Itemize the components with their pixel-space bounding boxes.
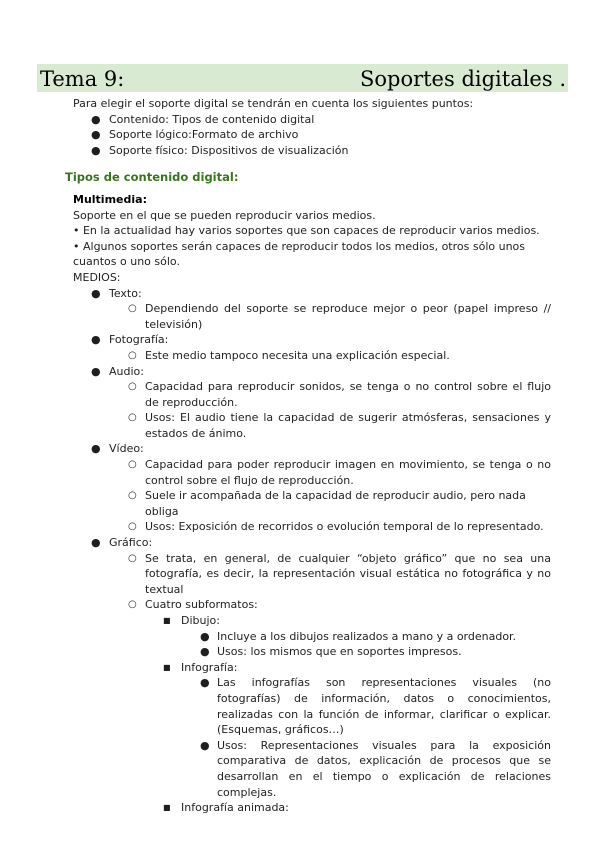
media-item-fotografia: ● Fotografía: [91,333,169,347]
circle-bullet-icon: ○ [128,599,137,611]
list-item: ● Soporte físico: Dispositivos de visualización [91,143,349,157]
square-bullet-icon: ■ [163,616,171,625]
list-item: ● Incluye a los dibujos realizados a mano y a ordenador. [200,629,517,643]
disc-bullet-icon: ● [91,364,101,378]
disc-bullet-icon: ● [91,442,101,456]
list-item: ○ Capacidad para reproducir sonidos, se tenga o no control sobre el flujo de reproducción. [128,380,551,409]
medios-label: MEDIOS: [73,270,121,284]
circle-bullet-icon: ○ [128,349,137,361]
circle-bullet-icon: ○ [128,521,137,533]
list-item: ○ Usos: Exposición de recorridos o evolución temporal de lo representado. [128,520,544,534]
circle-bullet-icon: ○ [128,303,137,315]
disc-bullet-icon: ● [91,128,101,142]
list-item: ○ Cuatro subformatos: [128,598,258,612]
list-item: ● Las infografías son representaciones visuales (no fotografías) de información, datos o conocimientos, realizadas con la función de informar, clarificar o explicar. (Esquemas, gráficos…) [200,676,551,737]
circle-bullet-icon: ○ [128,459,137,471]
disc-bullet-icon: ● [91,112,101,126]
circle-bullet-icon: ○ [128,490,137,502]
document-body [65,96,551,816]
media-item-texto: ● Texto: [91,286,142,300]
multimedia-heading: Multimedia: [73,192,147,206]
intro-text: Para elegir el soporte digital se tendrán en cuenta los siguientes puntos: [73,97,474,110]
points-list [73,112,551,159]
section-heading: Tipos de contenido digital: [65,170,239,185]
disc-bullet-icon: ● [200,645,210,659]
title-bar [37,64,568,92]
disc-bullet-icon: ● [200,738,210,752]
subformat-infografia-animada: ■ Infografía animada: [163,801,289,815]
media-item-grafico: ● Gráfico: [91,536,153,550]
disc-bullet-icon: ● [91,536,101,550]
disc-bullet-icon: ● [91,333,101,347]
disc-bullet-icon: ● [91,286,101,300]
media-list [73,286,551,816]
list-item: ● Usos: Representaciones visuales para la exposición comparativa de datos, explicación de procesos que se desarrollan en el tiempo o explicación de relaciones complejas. [200,738,551,799]
list-item: ○ Dependiendo del soporte se reproduce mejor o peor (papel impreso // televisión) [128,302,551,331]
square-bullet-icon: ■ [163,662,171,672]
disc-bullet-icon: ● [91,143,101,157]
circle-bullet-icon: ○ [128,552,137,564]
multimedia-note: • Algunos soportes serán capaces de reproducir todos los medios, otros sólo unos cuantos o uno sólo. [73,239,526,269]
media-item-audio: ● Audio: [91,364,144,378]
page-title-topic: Tema 9: [40,67,125,91]
list-item: ● Usos: los mismos que en soportes impresos. [200,645,462,659]
square-bullet-icon: ■ [163,803,171,813]
page-title-subject: Soportes digitales . [359,67,566,91]
list-item: ○ Usos: El audio tiene la capacidad de sugerir atmósferas, sensaciones y estados de ánimo. [128,411,551,440]
subformat-infografia: ■ Infografía: [163,660,238,674]
disc-bullet-icon: ● [200,676,210,690]
subformat-dibujo: ■ Dibujo: [163,614,220,627]
multimedia-definition: Soporte en el que se pueden reproducir varios medios. [73,208,376,222]
multimedia-note: • En la actualidad hay varios soportes que son capaces de reproducir varios medios. [73,224,540,238]
list-item: ○ Se trata, en general, de cualquier “objeto gráfico” que no sea una fotografía, es decir, la representación visual estática no fotográfica y no textual [128,551,551,596]
list-item: ● Soporte lógico:Formato de archivo [91,128,299,142]
list-item: ○ Este medio tampoco necesita una explicación especial. [128,348,450,362]
list-item: ○ Capacidad para poder reproducir imagen en movimiento, se tenga o no control sobre el flujo de reproducción. [128,458,551,487]
circle-bullet-icon: ○ [128,412,137,424]
circle-bullet-icon: ○ [128,381,137,393]
list-item: ○ Suele ir acompañada de la capacidad de reproducir audio, pero nada obliga [128,489,526,518]
media-item-video: ● Vídeo: [91,442,144,456]
disc-bullet-icon: ● [200,629,210,643]
list-item: ● Contenido: Tipos de contenido digital [91,112,315,126]
